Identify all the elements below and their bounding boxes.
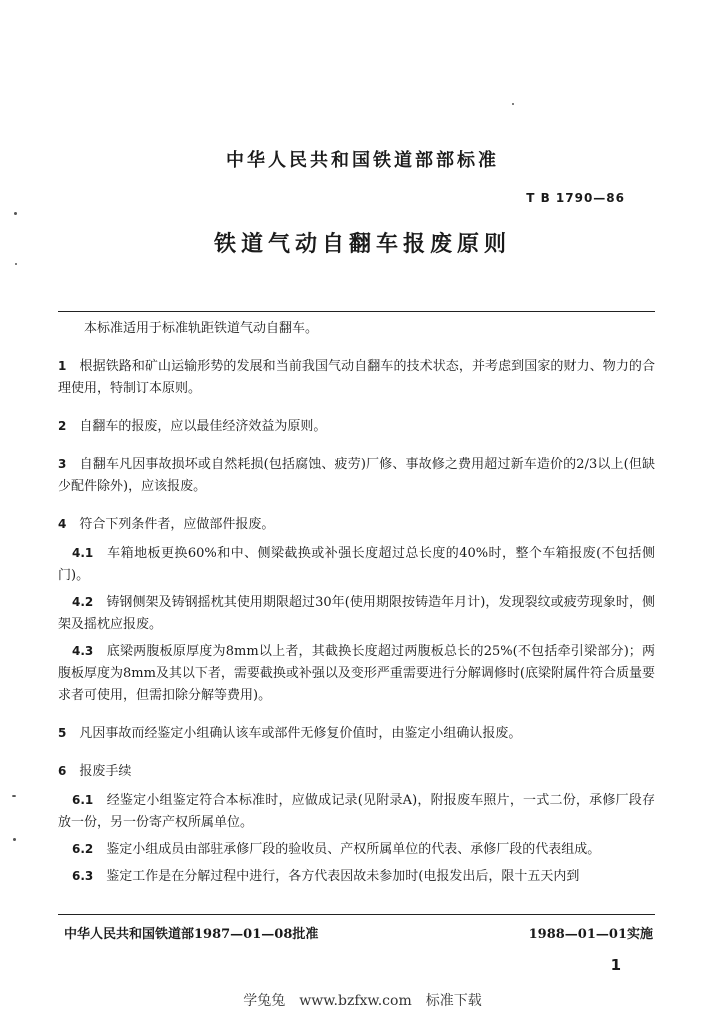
section-text: 报废手续	[79, 764, 132, 779]
section-number: 6.3	[72, 869, 94, 883]
document-title: 铁道气动自翻车报废原则	[213, 231, 511, 257]
section-6-3	[58, 865, 655, 888]
section-number: 3	[58, 457, 67, 471]
section-number: 1	[58, 359, 67, 373]
section-text: 鉴定工作是在分解过程中进行，各方代表因故未参加时(电报发出后，限十五天内到	[106, 869, 580, 884]
section-1	[58, 355, 655, 400]
section-number: 5	[58, 726, 67, 740]
scan-speck	[13, 838, 16, 841]
section-text: 底梁两腹板原厚度为8mm以上者，其截换长度超过两腹板总长的25%(不包括牵引梁部分)；两腹板厚度为8mm及其以下者，需要截换或补强以及变形严重需要进行分解调修时(底梁附属件符合质量要求者可使用，但需扣除分解等费用)。	[58, 644, 655, 703]
section-text: 经鉴定小组鉴定符合本标准时，应做成记录(见附录A)，附报废车照片，一式二份，承修厂段存放一份，另一份寄产权所属单位。	[58, 793, 655, 830]
section-3	[58, 453, 655, 498]
section-text: 自翻车的报废，应以最佳经济效益为原则。	[79, 419, 327, 434]
section-4-1	[58, 542, 655, 587]
section-4-2	[58, 591, 655, 636]
section-6-2	[58, 838, 655, 861]
section-4	[58, 513, 655, 536]
standard-code: T B 1790—86	[526, 191, 625, 205]
approval-date: 中华人民共和国铁道部1987—01—08批准	[64, 927, 319, 942]
section-number: 4.3	[72, 644, 94, 658]
section-text: 根据铁路和矿山运输形势的发展和当前我国气动自翻车的技术状态，并考虑到国家的财力、物力的合理使用，特制订本原则。	[58, 359, 655, 396]
section-text: 凡因事故而经鉴定小组确认该车或部件无修复价值时，由鉴定小组确认报废。	[79, 726, 522, 741]
scan-speck	[14, 212, 17, 215]
section-6	[58, 760, 655, 783]
section-number: 2	[58, 419, 67, 433]
section-6-1	[58, 789, 655, 834]
section-text: 车箱地板更换60%和中、侧梁截换或补强长度超过总长度的40%时，整个车箱报废(不包括侧门)。	[58, 546, 655, 583]
section-4-3	[58, 640, 655, 707]
section-number: 6	[58, 764, 67, 778]
scan-speck	[12, 795, 16, 797]
top-rule	[58, 311, 655, 312]
section-text: 自翻车凡因事故损坏或自然耗损(包括腐蚀、疲劳)厂修、事故修之费用超过新车造价的2/3以上(但缺少配件除外)，应该报废。	[58, 457, 655, 494]
section-number: 6.2	[72, 842, 94, 856]
section-number: 4.2	[72, 595, 94, 609]
bottom-rule	[58, 914, 655, 915]
scan-speck	[512, 103, 514, 105]
document-header: 中华人民共和国铁道部部标准	[226, 150, 499, 171]
scan-speck	[15, 263, 17, 265]
section-number: 4.1	[72, 546, 94, 560]
section-5	[58, 722, 655, 745]
section-number: 4	[58, 517, 67, 531]
section-text: 符合下列条件者，应做部件报废。	[79, 517, 275, 532]
section-number: 6.1	[72, 793, 94, 807]
watermark: 学兔兔 www.bzfxw.com 标准下载	[243, 993, 482, 1009]
section-text: 鉴定小组成员由部驻承修厂段的验收员、产权所属单位的代表、承修厂段的代表组成。	[106, 842, 601, 857]
body-text	[58, 318, 655, 888]
page-number: 1	[610, 956, 621, 974]
section-2	[58, 415, 655, 438]
intro-paragraph: 本标准适用于标准轨距铁道气动自翻车。	[84, 321, 319, 336]
section-text: 铸钢侧架及铸钢摇枕其使用期限超过30年(使用期限按铸造年月计)，发现裂纹或疲劳现象时，侧架及摇枕应报废。	[58, 595, 655, 632]
effective-date: 1988—01—01实施	[528, 927, 653, 942]
